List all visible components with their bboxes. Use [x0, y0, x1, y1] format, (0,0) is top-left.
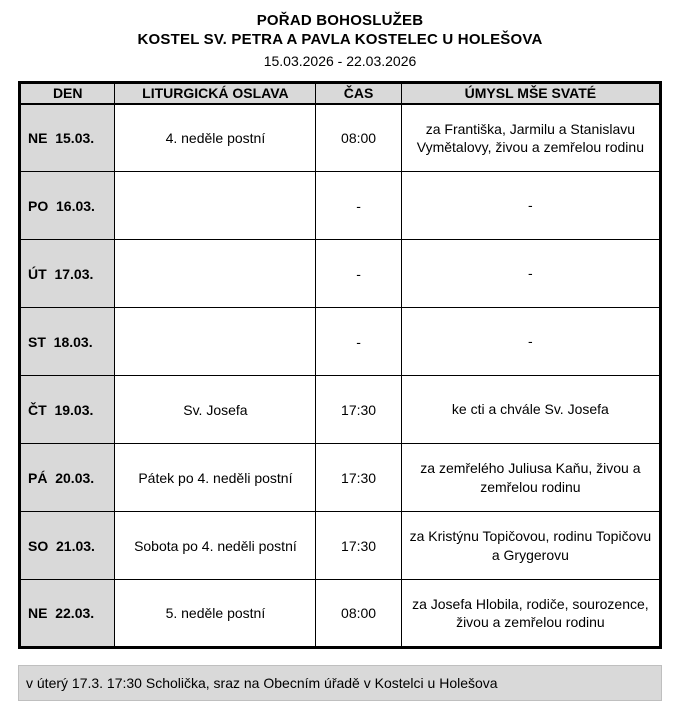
time-cell: -: [316, 172, 401, 240]
celebration-cell: [115, 172, 316, 240]
time-cell: 17:30: [316, 444, 401, 512]
time-cell: -: [316, 308, 401, 376]
day-cell: NE 22.03.: [20, 580, 115, 648]
celebration-cell: Sv. Josefa: [115, 376, 316, 444]
celebration-cell: [115, 308, 316, 376]
intention-cell: -: [401, 172, 660, 240]
mass-schedule-table: [18, 81, 662, 649]
intention-cell: -: [401, 240, 660, 308]
intention-cell: -: [401, 308, 660, 376]
table-row: [20, 376, 661, 444]
time-cell: -: [316, 240, 401, 308]
table-body: [20, 104, 661, 648]
celebration-cell: 4. neděle postní: [115, 104, 316, 172]
time-cell: 17:30: [316, 512, 401, 580]
celebration-cell: Sobota po 4. neděli postní: [115, 512, 316, 580]
title-block: [18, 12, 662, 69]
page-title: POŘAD BOHOSLUŽEB: [256, 12, 424, 29]
column-header-umysl: ÚMYSL MŠE SVATÉ: [401, 83, 660, 104]
footer-note: v úterý 17.3. 17:30 Scholička, sraz na Obecním úřadě v Kostelci u Holešova: [18, 665, 662, 701]
day-cell: SO 21.03.: [20, 512, 115, 580]
table-row: [20, 240, 661, 308]
table-row: [20, 104, 661, 172]
day-cell: ST 18.03.: [20, 308, 115, 376]
intention-cell: za Františka, Jarmilu a Stanislavu Vymětalovy, živou a zemřelou rodinu: [401, 104, 660, 172]
date-range: 15.03.2026 - 22.03.2026: [263, 53, 417, 69]
day-cell: ÚT 17.03.: [20, 240, 115, 308]
table-row: [20, 444, 661, 512]
intention-cell: za Josefa Hlobila, rodiče, sourozence, živou a zemřelou rodinu: [401, 580, 660, 648]
time-cell: 17:30: [316, 376, 401, 444]
intention-cell: za zemřelého Juliusa Kaňu, živou a zemřelou rodinu: [401, 444, 660, 512]
table-row: [20, 512, 661, 580]
column-header-liturgicka-oslava: LITURGICKÁ OSLAVA: [115, 83, 316, 104]
time-cell: 08:00: [316, 104, 401, 172]
day-cell: PÁ 20.03.: [20, 444, 115, 512]
celebration-cell: [115, 240, 316, 308]
header-row: [20, 83, 661, 104]
celebration-cell: Pátek po 4. neděli postní: [115, 444, 316, 512]
intention-cell: za Kristýnu Topičovou, rodinu Topičovu a Grygerovu: [401, 512, 660, 580]
page-subtitle: KOSTEL SV. PETRA A PAVLA KOSTELEC U HOLEŠOVA: [137, 31, 543, 48]
day-cell: NE 15.03.: [20, 104, 115, 172]
celebration-cell: 5. neděle postní: [115, 580, 316, 648]
intention-cell: ke cti a chvále Sv. Josefa: [401, 376, 660, 444]
time-cell: 08:00: [316, 580, 401, 648]
table-header: [20, 83, 661, 104]
table-row: [20, 580, 661, 648]
table-row: [20, 172, 661, 240]
day-cell: ČT 19.03.: [20, 376, 115, 444]
table-row: [20, 308, 661, 376]
day-cell: PO 16.03.: [20, 172, 115, 240]
column-header-cas: ČAS: [316, 83, 401, 104]
column-header-den: DEN: [20, 83, 115, 104]
